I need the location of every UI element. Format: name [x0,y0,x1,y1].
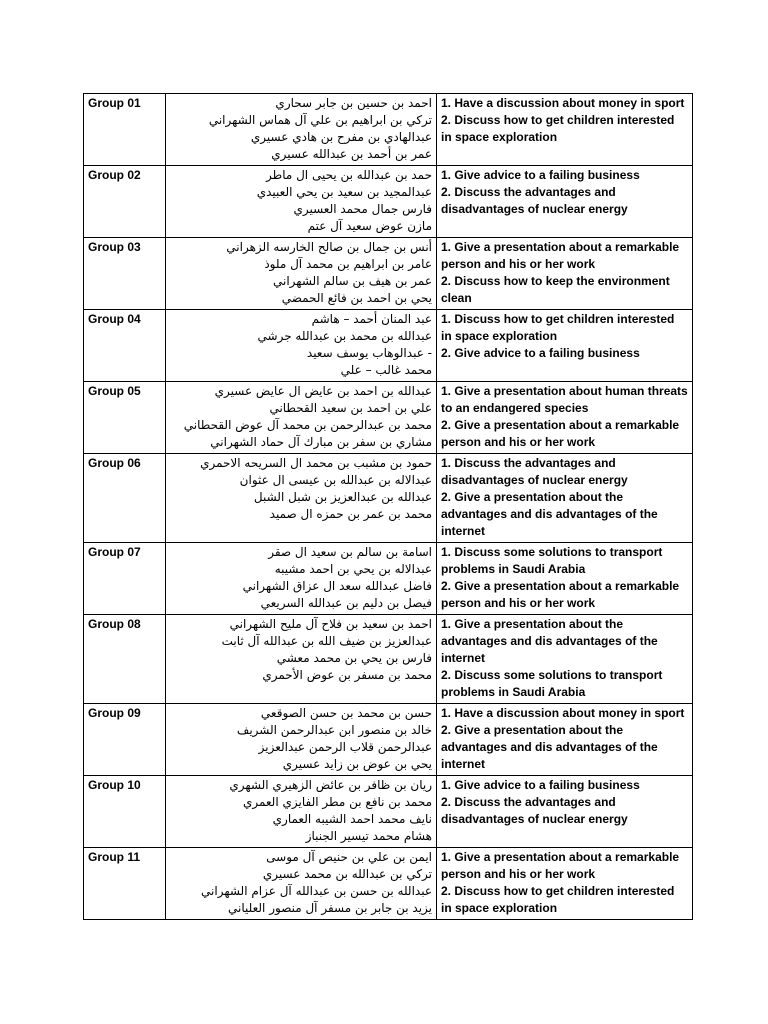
group-name: Group 05 [84,382,166,454]
group-members [166,238,437,310]
task-item: 2. Give a presentation about a remarkable person and his or her work [441,579,680,610]
group-name: Group 11 [84,848,166,920]
task-item: 2. Give a presentation about a remarkable person and his or her work [441,418,680,449]
group-row [84,776,693,848]
member-name: فاضل عبدالله سعد ال عزاق الشهراني [242,579,432,593]
task-item: 1. Have a discussion about money in sport [441,706,685,720]
member-name: خالد بن منصور ابن عبدالرحمن الشريف [236,723,432,737]
group-tasks [437,310,693,382]
task-item: 2. Discuss how to get children interested in space exploration [441,884,675,915]
member-name: احمد بن سعيد بن فلاح آل مليح الشهراني [229,617,432,631]
task-item: 1. Give advice to a failing business [441,778,640,792]
group-tasks [437,382,693,454]
member-name: محمد بن نافع بن مطر الفايزي العمري [242,795,432,809]
task-item: 1. Give a presentation about a remarkable person and his or her work [441,240,680,271]
member-name: نايف محمد احمد الشيبه العماري [272,812,432,826]
group-tasks [437,704,693,776]
member-name: ريان بن ظافر بن عائض الزهيري الشهري [229,778,432,792]
member-name: عبدالله بن حسن بن عبدالله آل عزام الشهراني [201,884,432,898]
group-members [166,776,437,848]
task-item: 1. Give a presentation about human threats to an endangered species [441,384,688,415]
task-item: 2. Give advice to a failing business [441,346,640,360]
group-members [166,310,437,382]
member-name: عبد المنان أحمد – هاشم [311,312,432,326]
group-name: Group 06 [84,454,166,543]
member-name: عمر بن هيف بن سالم الشهراني [273,274,432,288]
member-name: فارس جمال محمد العسيري [293,202,432,216]
group-tasks [437,454,693,543]
task-item: 2. Give a presentation about the advantages and dis advantages of the internet [441,490,658,538]
group-members [166,848,437,920]
member-name: تركي بن عبدالله بن محمد عسيري [262,867,432,881]
member-name: تركي بن ابراهيم بن علي آل هماس الشهراني [208,113,432,127]
group-row [84,543,693,615]
task-item: 2. Discuss how to keep the environment clean [441,274,670,305]
group-row [84,848,693,920]
member-name: عبدالله بن عبدالعزيز بن شبل الشبل [253,490,432,504]
group-tasks [437,238,693,310]
group-row [84,238,693,310]
group-row [84,454,693,543]
member-name: علي بن احمد بن سعيد القحطاني [269,401,432,415]
group-name: Group 09 [84,704,166,776]
group-members [166,94,437,166]
member-name: اسامة بن سالم بن سعيد ال صقر [268,545,432,559]
member-name: مشاري بن سفر بن مبارك آل حماد الشهراني [210,435,432,449]
member-name: فيصل بن دليم بن عبدالله السريعي [260,596,432,610]
group-name: Group 07 [84,543,166,615]
member-name: عبدالرحمن قلاب الرحمن عبدالعزيز [258,740,432,754]
member-name: حمود بن مشبب بن محمد ال السريحه الاحمري [200,456,432,470]
group-row [84,310,693,382]
member-name: يحي بن عوض بن زايد عسيري [282,757,432,771]
group-tasks [437,166,693,238]
member-name: مازن عوض سعيد آل عتم [307,219,432,233]
member-name: ايمن بن علي بن حنيص آل موسى [266,850,432,864]
group-members [166,543,437,615]
member-name: يحي بن احمد بن فائع الحمضي [281,291,432,305]
member-name: محمد بن عمر بن حمزه ال صميد [269,507,432,521]
task-item: 2. Give a presentation about the advantages and dis advantages of the internet [441,723,658,771]
group-tasks [437,848,693,920]
member-name: محمد بن مسفر بن عوض الأحمري [262,668,432,682]
member-name: أنس بن جمال بن صالح الخارسه الزهراني [226,240,432,254]
group-name: Group 08 [84,615,166,704]
member-name: عبدالاله بن عبدالله بن عيسى ال عثوان [239,473,432,487]
group-members [166,704,437,776]
group-members [166,615,437,704]
task-item: 2. Discuss the advantages and disadvantages of nuclear energy [441,795,628,826]
group-row [84,704,693,776]
member-name: عبدالله بن محمد بن عبدالله جرشي [257,329,432,343]
group-name: Group 01 [84,94,166,166]
task-item: 1. Discuss the advantages and disadvantages of nuclear energy [441,456,628,487]
group-row [84,615,693,704]
task-item: 1. Discuss how to get children interested in space exploration [441,312,675,343]
groups-table [83,93,693,920]
member-name: عبدالعزيز بن ضيف الله بن عبدالله آل ثابت [221,634,432,648]
group-members [166,454,437,543]
member-name: احمد بن حسين بن جابر سحاري [275,96,432,110]
member-name: هشام محمد تيسير الجنباز [305,829,432,843]
member-name: عبدالمجيد بن سعيد بن يحي العبيدي [256,185,432,199]
member-name: حمد بن عبدالله بن يحيى ال ماطر [266,168,432,182]
member-name: عبدالله بن احمد بن عايض ال عايض عسيري [214,384,432,398]
group-row [84,166,693,238]
member-name: محمد غالب – علي [340,363,432,377]
member-name: حسن بن محمد بن حسن الصوقعي [260,706,432,720]
member-name: - عبدالوهاب يوسف سعيد [306,346,432,360]
member-name: عمر بن أحمد بن عبدالله عسيري [271,147,432,161]
groups-table-body [84,94,693,920]
group-row [84,382,693,454]
task-item: 1. Give a presentation about a remarkable person and his or her work [441,850,680,881]
task-item: 2. Discuss how to get children interested in space exploration [441,113,675,144]
member-name: عامر بن ابراهيم بن محمد آل ملوذ [264,257,432,271]
group-tasks [437,543,693,615]
task-item: 1. Give a presentation about the advantages and dis advantages of the internet [441,617,658,665]
member-name: عبدالاله بن يحي بن احمد مشيبه [274,562,432,576]
task-item: 1. Have a discussion about money in sport [441,96,685,110]
member-name: فارس بن يحي بن محمد معشي [276,651,432,665]
group-name: Group 02 [84,166,166,238]
member-name: عبدالهادي بن مفرح بن هادي عسيري [250,130,432,144]
group-name: Group 03 [84,238,166,310]
member-name: يزيد بن جابر بن مسفر آل منصور العلياني [228,901,432,915]
group-tasks [437,776,693,848]
task-item: 1. Discuss some solutions to transport problems in Saudi Arabia [441,545,663,576]
task-item: 2. Discuss the advantages and disadvantages of nuclear energy [441,185,628,216]
group-members [166,382,437,454]
group-tasks [437,94,693,166]
member-name: محمد بن عبدالرحمن بن محمد آل عوض القحطاني [183,418,432,432]
task-item: 1. Give advice to a failing business [441,168,640,182]
group-name: Group 10 [84,776,166,848]
group-name: Group 04 [84,310,166,382]
group-tasks [437,615,693,704]
group-members [166,166,437,238]
task-item: 2. Discuss some solutions to transport problems in Saudi Arabia [441,668,663,699]
group-row [84,94,693,166]
